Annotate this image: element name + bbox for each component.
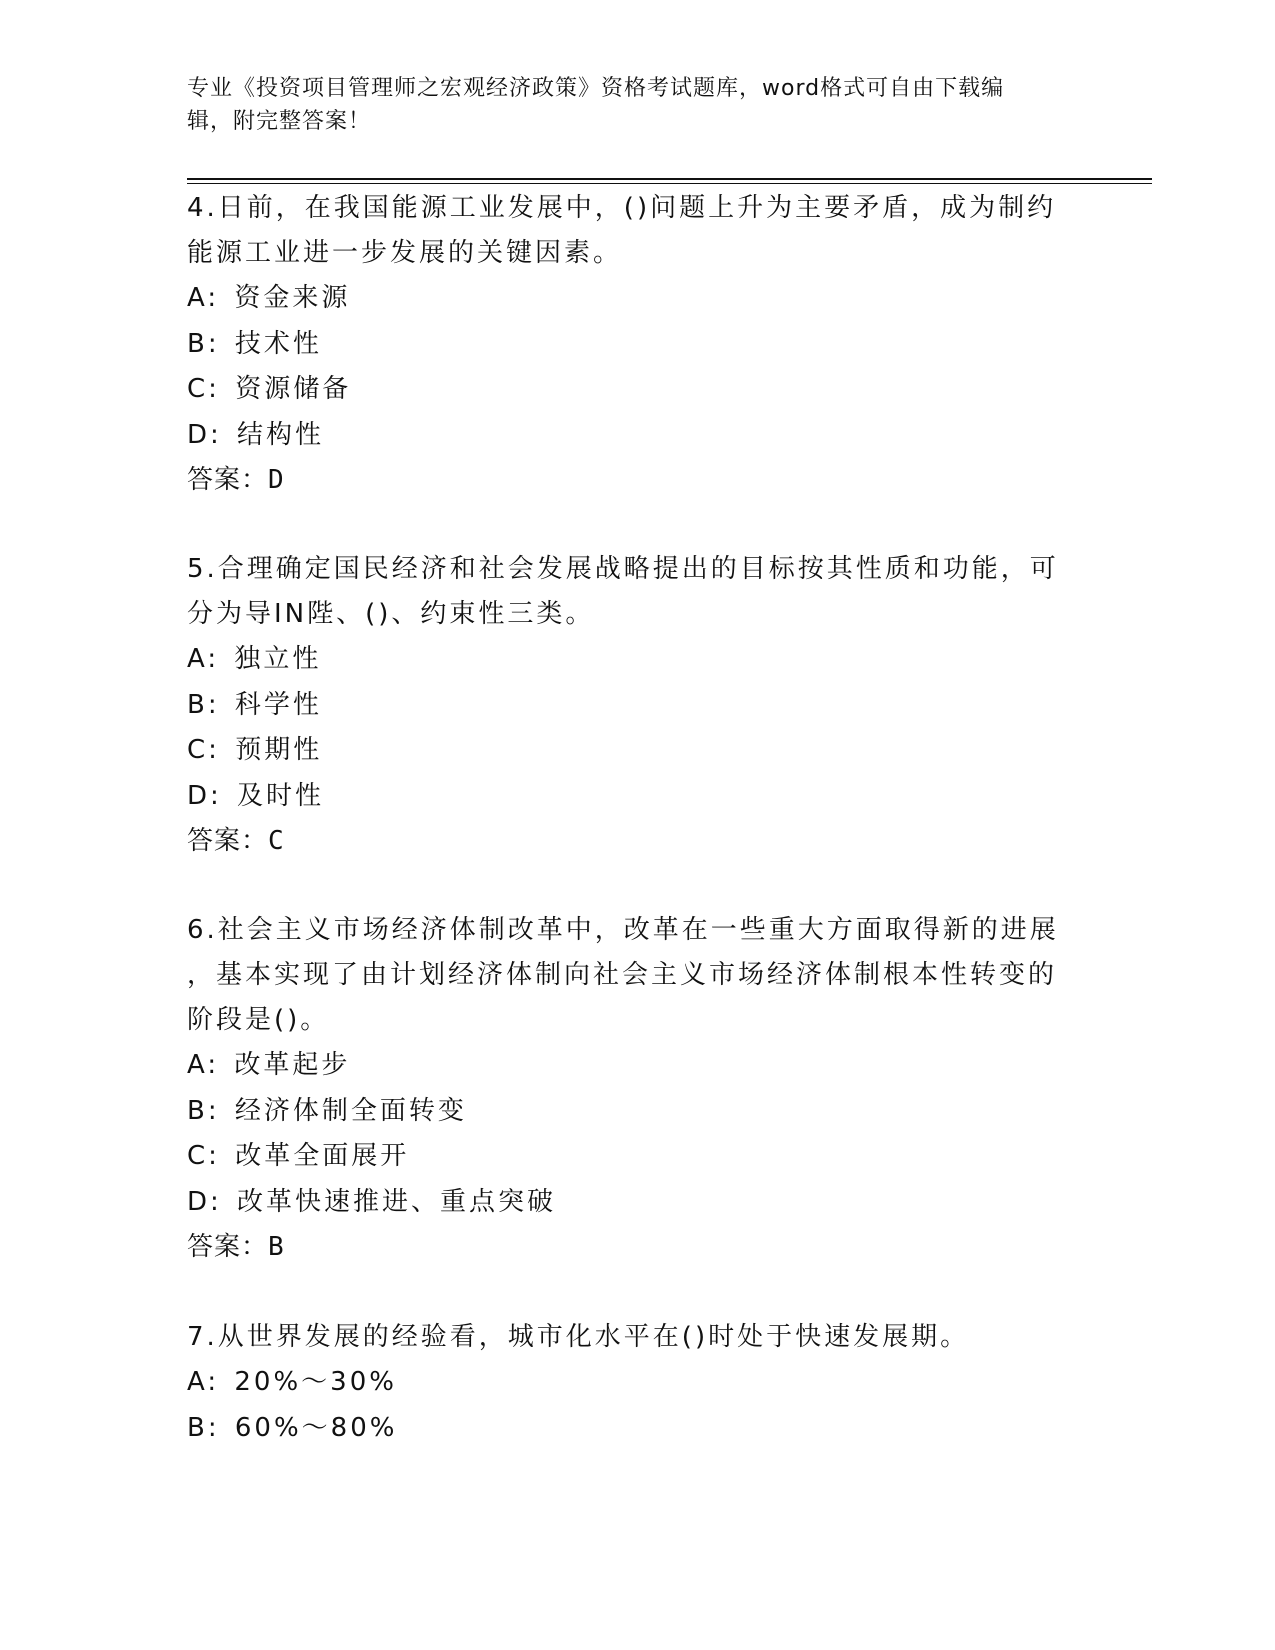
question-line: 能源工业进一步发展的关键因素。 bbox=[187, 238, 623, 268]
answer-label: 答案： bbox=[187, 1232, 269, 1262]
option-text: 科学性 bbox=[234, 689, 322, 720]
option-letter: D: bbox=[187, 419, 222, 450]
option-a bbox=[187, 637, 1087, 683]
answer-label: 答案： bbox=[187, 465, 269, 495]
header-line: 专业《投资项目管理师之宏观经济政策》资格考试题库，word格式可自由下载编 bbox=[187, 76, 1005, 101]
option-text: 结构性 bbox=[237, 419, 325, 450]
option-text: 改革全面展开 bbox=[235, 1141, 410, 1171]
question-text bbox=[187, 1315, 1087, 1360]
answer-value: C bbox=[268, 826, 285, 856]
option-letter: B: bbox=[187, 1095, 220, 1126]
question-line: 6.社会主义市场经济体制改革中，改革在一些重大方面取得新的进展 bbox=[187, 915, 1059, 945]
option-letter: C: bbox=[187, 1141, 220, 1171]
option-a bbox=[187, 1360, 1087, 1406]
answer-value: D bbox=[268, 465, 285, 495]
header-rule-thick bbox=[187, 178, 1152, 180]
question-text bbox=[187, 908, 1087, 1043]
answer-label: 答案： bbox=[187, 826, 269, 856]
header-rule-thin bbox=[187, 183, 1152, 184]
option-letter: A: bbox=[187, 283, 220, 313]
document-header bbox=[187, 72, 1067, 138]
option-text: 技术性 bbox=[234, 328, 322, 359]
header-line: 辑，附完整答案！ bbox=[187, 109, 372, 134]
answer-line bbox=[187, 1225, 1087, 1270]
answer-value: B bbox=[268, 1232, 285, 1262]
option-letter: B: bbox=[187, 1412, 220, 1443]
option-text: 60%～80% bbox=[234, 1412, 398, 1443]
option-letter: A: bbox=[187, 1367, 220, 1397]
answer-line bbox=[187, 819, 1087, 864]
question-6 bbox=[187, 908, 1087, 1270]
option-text: 资金来源 bbox=[234, 283, 351, 313]
option-text: 改革快速推进、重点突破 bbox=[237, 1186, 557, 1217]
option-letter: A: bbox=[187, 1050, 220, 1080]
question-text bbox=[187, 547, 1087, 637]
question-line: 4.日前，在我国能源工业发展中，()问题上升为主要矛盾，成为制约 bbox=[187, 193, 1057, 223]
option-text: 改革起步 bbox=[234, 1050, 351, 1080]
question-line: 5.合理确定国民经济和社会发展战略提出的目标按其性质和功能，可 bbox=[187, 554, 1059, 584]
option-letter: B: bbox=[187, 689, 220, 720]
option-text: 及时性 bbox=[237, 780, 325, 811]
question-4 bbox=[187, 186, 1087, 503]
question-text bbox=[187, 186, 1087, 276]
option-d bbox=[187, 1180, 1087, 1226]
question-5 bbox=[187, 547, 1087, 864]
option-letter: D: bbox=[187, 1186, 222, 1217]
option-a bbox=[187, 1043, 1087, 1089]
question-line: 阶段是()。 bbox=[187, 1005, 330, 1035]
option-text: 独立性 bbox=[234, 644, 322, 674]
question-7 bbox=[187, 1315, 1087, 1451]
option-letter: D: bbox=[187, 780, 222, 811]
option-text: 经济体制全面转变 bbox=[234, 1095, 467, 1126]
option-letter: A: bbox=[187, 644, 220, 674]
option-text: 20%～30% bbox=[234, 1367, 397, 1397]
option-text: 预期性 bbox=[235, 735, 323, 765]
question-line: ，基本实现了由计划经济体制向社会主义市场经济体制根本性转变的 bbox=[187, 960, 1058, 990]
answer-line bbox=[187, 458, 1087, 503]
option-b bbox=[187, 683, 1087, 729]
option-letter: C: bbox=[187, 374, 220, 404]
option-d bbox=[187, 774, 1087, 820]
option-d bbox=[187, 413, 1087, 459]
question-line: 分为导IN陛、()、约束性三类。 bbox=[187, 599, 595, 629]
option-text: 资源储备 bbox=[235, 374, 352, 404]
option-c bbox=[187, 728, 1087, 774]
option-b bbox=[187, 322, 1087, 368]
option-b bbox=[187, 1406, 1087, 1452]
question-line: 7.从世界发展的经验看，城市化水平在()时处于快速发展期。 bbox=[187, 1322, 970, 1352]
option-letter: C: bbox=[187, 735, 220, 765]
option-c bbox=[187, 1134, 1087, 1180]
option-c bbox=[187, 367, 1087, 413]
option-letter: B: bbox=[187, 328, 220, 359]
option-a bbox=[187, 276, 1087, 322]
option-b bbox=[187, 1089, 1087, 1135]
